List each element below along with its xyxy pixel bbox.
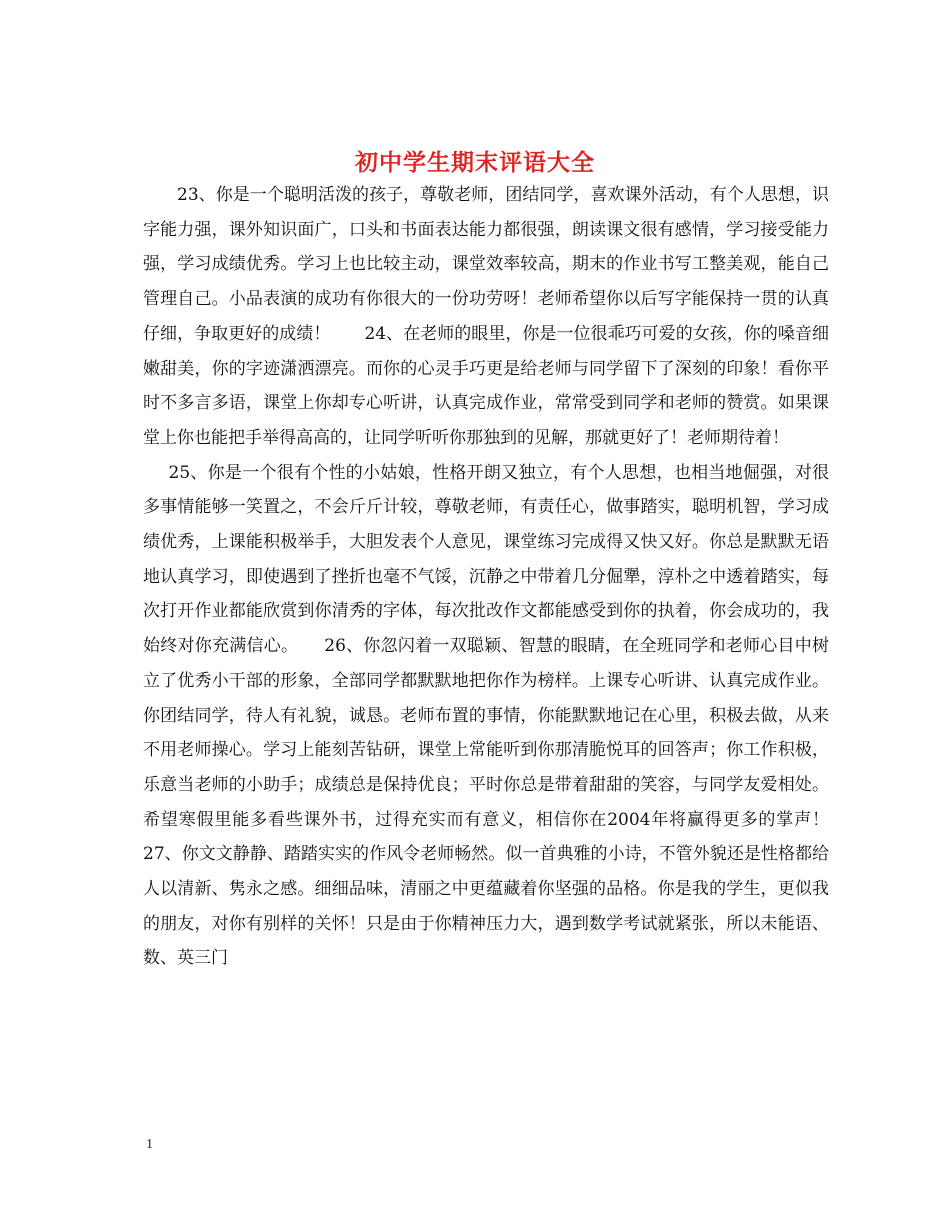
document-body (143, 178, 863, 976)
paragraph-25-27: 25、你是一个很有个性的小姑娘，性格开朗又独立，有个人思想，也相当地倔强，对很多事情能够一笑置之，不会斤斤计较，尊敬老师，有责任心，做事踏实，聪明机智，学习成绩优秀，上课能积极举手，大胆发表个人意见，课堂练习完成得又快又好。你总是默默无语地认真学习，即使遇到了挫折也毫不气馁，沉静之中带着几分倔犟，淳朴之中透着踏实，每次打开作业都能欣赏到你清秀的字体，每次批改作文都能感受到你的执着，你会成功的，我始终对你充满信心。 26、你忽闪着一双聪颖、智慧的眼睛，在全班同学和老师心目中树立了优秀小干部的形象，全部同学都默默地把你作为榜样。上课专心听讲、认真完成作业。你团结同学，待人有礼貌，诚恳。老师布置的事情，你能默默地记在心里，积极去做，从来不用老师操心。学习上能刻苦钻研，课堂上常能听到你那清脆悦耳的回答声；你工作积极，乐意当老师的小助手；成绩总是保持优良；平时你总是带着甜甜的笑容，与同学友爱相处。希望寒假里能多看些课外书，过得充实而有意义，相信你在2004年将赢得更多的掌声！ 27、你文文静静、踏踏实实的作风令老师畅然。似一首典雅的小诗，不管外貌还是性格都给人以清新、隽永之感。细细品味，清丽之中更蕴藏着你坚强的品格。你是我的学生，更似我的朋友，对你有别样的关怀！只是由于你精神压力大，遇到数学考试就紧张，所以未能语、数、英三门 (143, 462, 863, 969)
page-number: 1 (146, 1137, 153, 1152)
document-title: 初中学生期末评语大全 (355, 149, 595, 177)
paragraph-23-24: 23、你是一个聪明活泼的孩子，尊敬老师，团结同学，喜欢课外活动，有个人思想，识字能力强，课外知识面广，口头和书面表达能力都很强，朗读课文很有感情，学习接受能力强，学习成绩优秀。学习上也比较主动，课堂效率较高，期末的作业书写工整美观，能自己管理自己。小品表演的成功有你很大的一份功劳呀！老师希望你以后写字能保持一贯的认真仔细，争取更好的成绩！ 24、在老师的眼里，你是一位很乖巧可爱的女孩，你的嗓音细嫩甜美，你的字迹潇洒漂亮。而你的心灵手巧更是给老师与同学留下了深刻的印象！看你平时不多言多语，课堂上你却专心听讲，认真完成作业，常常受到同学和老师的赞赏。如果课堂上你也能把手举得高高的，让同学听听你那独到的见解，那就更好了！老师期待着！ (143, 185, 829, 448)
